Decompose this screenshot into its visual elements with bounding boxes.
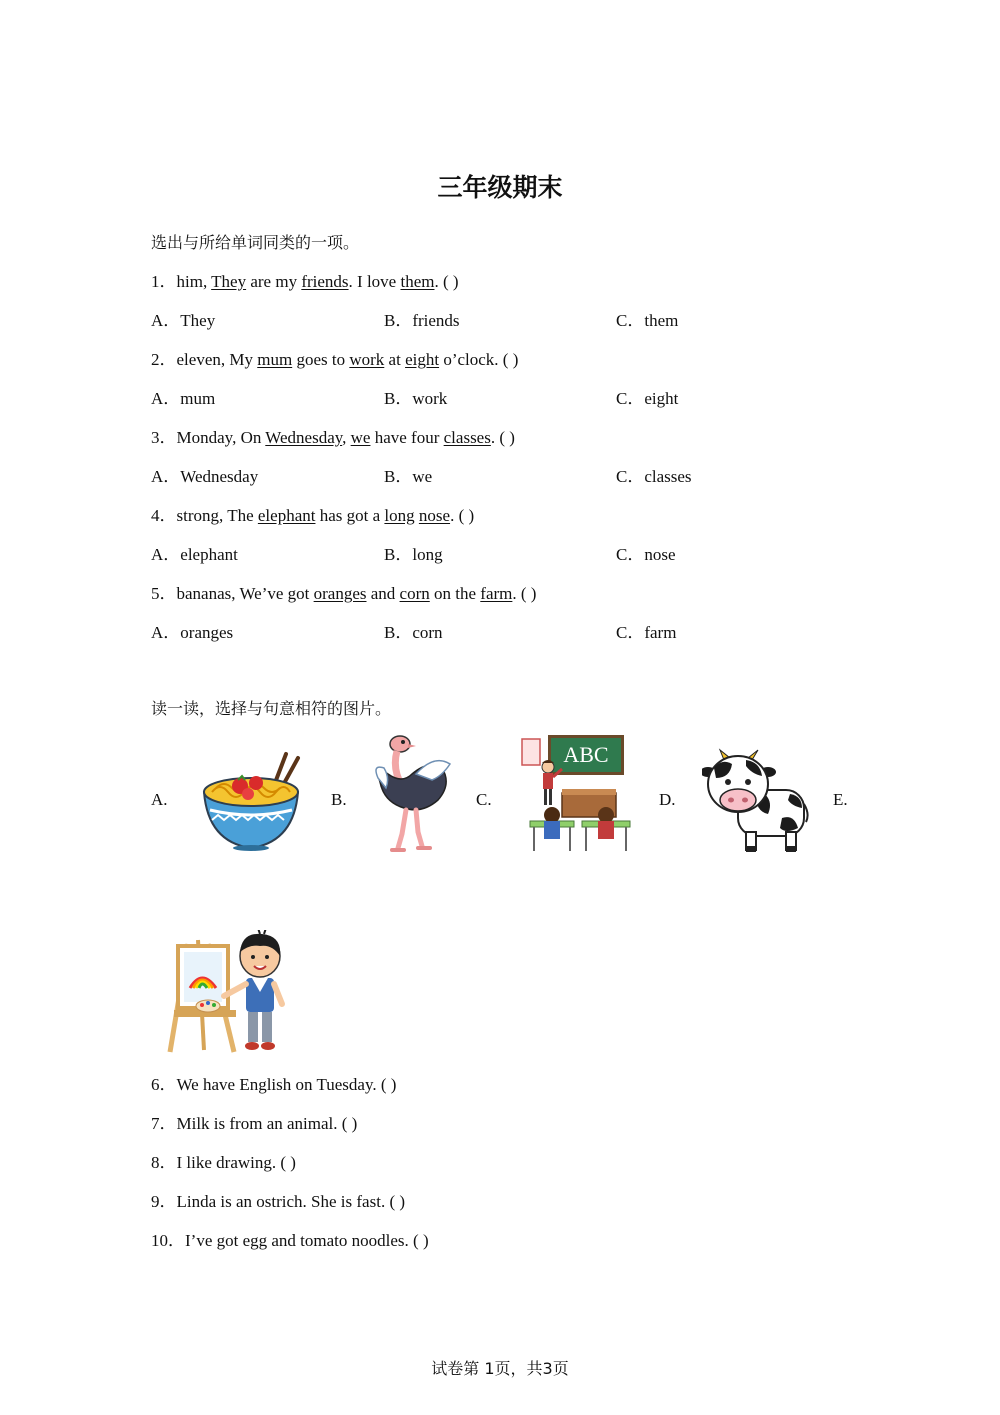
underlined-word: mum xyxy=(257,350,293,369)
underlined-word: them xyxy=(400,272,435,291)
question-3-option-c xyxy=(616,465,692,489)
sentence-text: , My xyxy=(220,350,258,369)
sentence-text: . ( ) xyxy=(490,428,515,447)
option-text: eight xyxy=(644,389,679,408)
question-1-option-c xyxy=(616,309,678,333)
sentence-text: are my xyxy=(246,272,302,291)
picture-label-c: C. xyxy=(476,790,492,809)
option-text: classes xyxy=(644,467,692,486)
picture-label-a: A. xyxy=(151,790,168,809)
question-9 xyxy=(151,1190,405,1214)
question-text: I’ve got egg and tomato noodles. ( ) xyxy=(185,1231,429,1250)
question-2 xyxy=(151,348,518,372)
option-label: C． xyxy=(616,467,645,486)
underlined-word: friends xyxy=(301,272,349,291)
underlined-word: oranges xyxy=(313,584,367,603)
underlined-word: eight xyxy=(405,350,440,369)
option-label: B． xyxy=(384,545,413,564)
question-4-option-a xyxy=(151,543,238,567)
cow-picture xyxy=(702,748,810,854)
question-2-option-b xyxy=(384,387,447,411)
question-5-option-a xyxy=(151,621,233,645)
option-text: nose xyxy=(644,545,676,564)
option-label: A． xyxy=(151,623,181,642)
question-1 xyxy=(151,270,459,294)
option-label: C． xyxy=(616,623,645,642)
underlined-word: They xyxy=(211,272,247,291)
option-text: friends xyxy=(412,311,460,330)
question-5-option-c xyxy=(616,621,676,645)
underlined-word: classes xyxy=(443,428,491,447)
picture-label-e: E. xyxy=(833,790,848,809)
sentence-text: has got a xyxy=(315,506,385,525)
sentence-text: , On xyxy=(232,428,266,447)
option-label: A． xyxy=(151,311,181,330)
given-word: strong xyxy=(176,506,219,525)
question-2-option-c xyxy=(616,387,678,411)
question-number: 4． xyxy=(151,506,177,525)
option-text: them xyxy=(644,311,679,330)
sentence-text: . I love xyxy=(348,272,401,291)
question-5 xyxy=(151,582,536,606)
picture-label-b: B. xyxy=(331,790,347,809)
sentence-text: , The xyxy=(219,506,258,525)
sentence-text: on the xyxy=(429,584,481,603)
sentence-text: . ( ) xyxy=(512,584,537,603)
option-text: elephant xyxy=(180,545,238,564)
noodle-bowl-picture xyxy=(198,750,304,852)
question-text: I like drawing. ( ) xyxy=(176,1153,296,1172)
underlined-word: long xyxy=(384,506,415,525)
underlined-word: Wednesday xyxy=(265,428,343,447)
question-1-option-a xyxy=(151,309,215,333)
option-text: we xyxy=(412,467,433,486)
question-number: 1． xyxy=(151,272,177,291)
classroom-picture xyxy=(520,733,636,855)
page-footer: 试卷第 1页，共3页 xyxy=(431,1359,569,1378)
option-label: B． xyxy=(384,311,413,330)
question-number: 6． xyxy=(151,1075,177,1094)
question-text: Milk is from an animal. ( ) xyxy=(176,1114,358,1133)
question-4 xyxy=(151,504,474,528)
question-3-option-a xyxy=(151,465,258,489)
sentence-text: goes to xyxy=(292,350,350,369)
underlined-word: work xyxy=(349,350,385,369)
option-text: work xyxy=(412,389,448,408)
question-number: 9． xyxy=(151,1192,177,1211)
question-number: 8． xyxy=(151,1153,177,1172)
question-number: 3． xyxy=(151,428,177,447)
option-label: B． xyxy=(384,389,413,408)
option-label: A． xyxy=(151,467,181,486)
question-1-option-b xyxy=(384,309,460,333)
sentence-text: , We’ve got xyxy=(231,584,314,603)
blackboard-text: ABC xyxy=(563,742,609,767)
section1-instruction: 选出与所给单词同类的一项。 xyxy=(151,233,360,252)
question-6 xyxy=(151,1073,396,1097)
given-word: Monday xyxy=(176,428,233,447)
question-number: 2． xyxy=(151,350,177,369)
ostrich-picture xyxy=(372,734,454,854)
question-5-option-b xyxy=(384,621,443,645)
option-text: mum xyxy=(180,389,216,408)
option-label: C． xyxy=(616,545,645,564)
question-number: 10． xyxy=(151,1231,185,1250)
question-3-option-b xyxy=(384,465,432,489)
option-label: C． xyxy=(616,389,645,408)
question-4-option-b xyxy=(384,543,443,567)
given-word: bananas xyxy=(176,584,232,603)
option-text: oranges xyxy=(180,623,234,642)
option-label: B． xyxy=(384,623,413,642)
underlined-word: elephant xyxy=(257,506,316,525)
question-text: Linda is an ostrich. She is fast. ( ) xyxy=(176,1192,406,1211)
question-text: We have English on Tuesday. ( ) xyxy=(176,1075,397,1094)
option-text: farm xyxy=(644,623,677,642)
question-7 xyxy=(151,1112,357,1136)
underlined-word: corn xyxy=(399,584,430,603)
option-text: long xyxy=(412,545,443,564)
sentence-text: . ( ) xyxy=(434,272,459,291)
question-8 xyxy=(151,1151,296,1175)
question-4-option-c xyxy=(616,543,676,567)
question-number: 5． xyxy=(151,584,177,603)
page-title: 三年级期末 xyxy=(437,173,563,202)
question-3 xyxy=(151,426,515,450)
underlined-word: farm xyxy=(480,584,513,603)
question-10 xyxy=(151,1229,429,1253)
given-word: eleven xyxy=(176,350,221,369)
option-text: Wednesday xyxy=(180,467,259,486)
sentence-text: . ( ) xyxy=(450,506,475,525)
sentence-text: , xyxy=(342,428,351,447)
option-label: A． xyxy=(151,389,181,408)
option-label: C． xyxy=(616,311,645,330)
given-word: him xyxy=(176,272,203,291)
option-text: They xyxy=(180,311,216,330)
underlined-word: we xyxy=(350,428,371,447)
underlined-word: nose xyxy=(418,506,451,525)
option-text: corn xyxy=(412,623,443,642)
picture-label-d: D. xyxy=(659,790,676,809)
sentence-text: at xyxy=(384,350,406,369)
sentence-text: have four xyxy=(370,428,444,447)
section2-instruction: 读一读，选择与句意相符的图片。 xyxy=(151,699,392,718)
sentence-text: and xyxy=(366,584,400,603)
sentence-text: , xyxy=(202,272,212,291)
question-number: 7． xyxy=(151,1114,177,1133)
sentence-text: o’clock. ( ) xyxy=(439,350,519,369)
question-2-option-a xyxy=(151,387,215,411)
boy-drawing-picture xyxy=(164,930,288,1056)
option-label: A． xyxy=(151,545,181,564)
option-label: B． xyxy=(384,467,413,486)
